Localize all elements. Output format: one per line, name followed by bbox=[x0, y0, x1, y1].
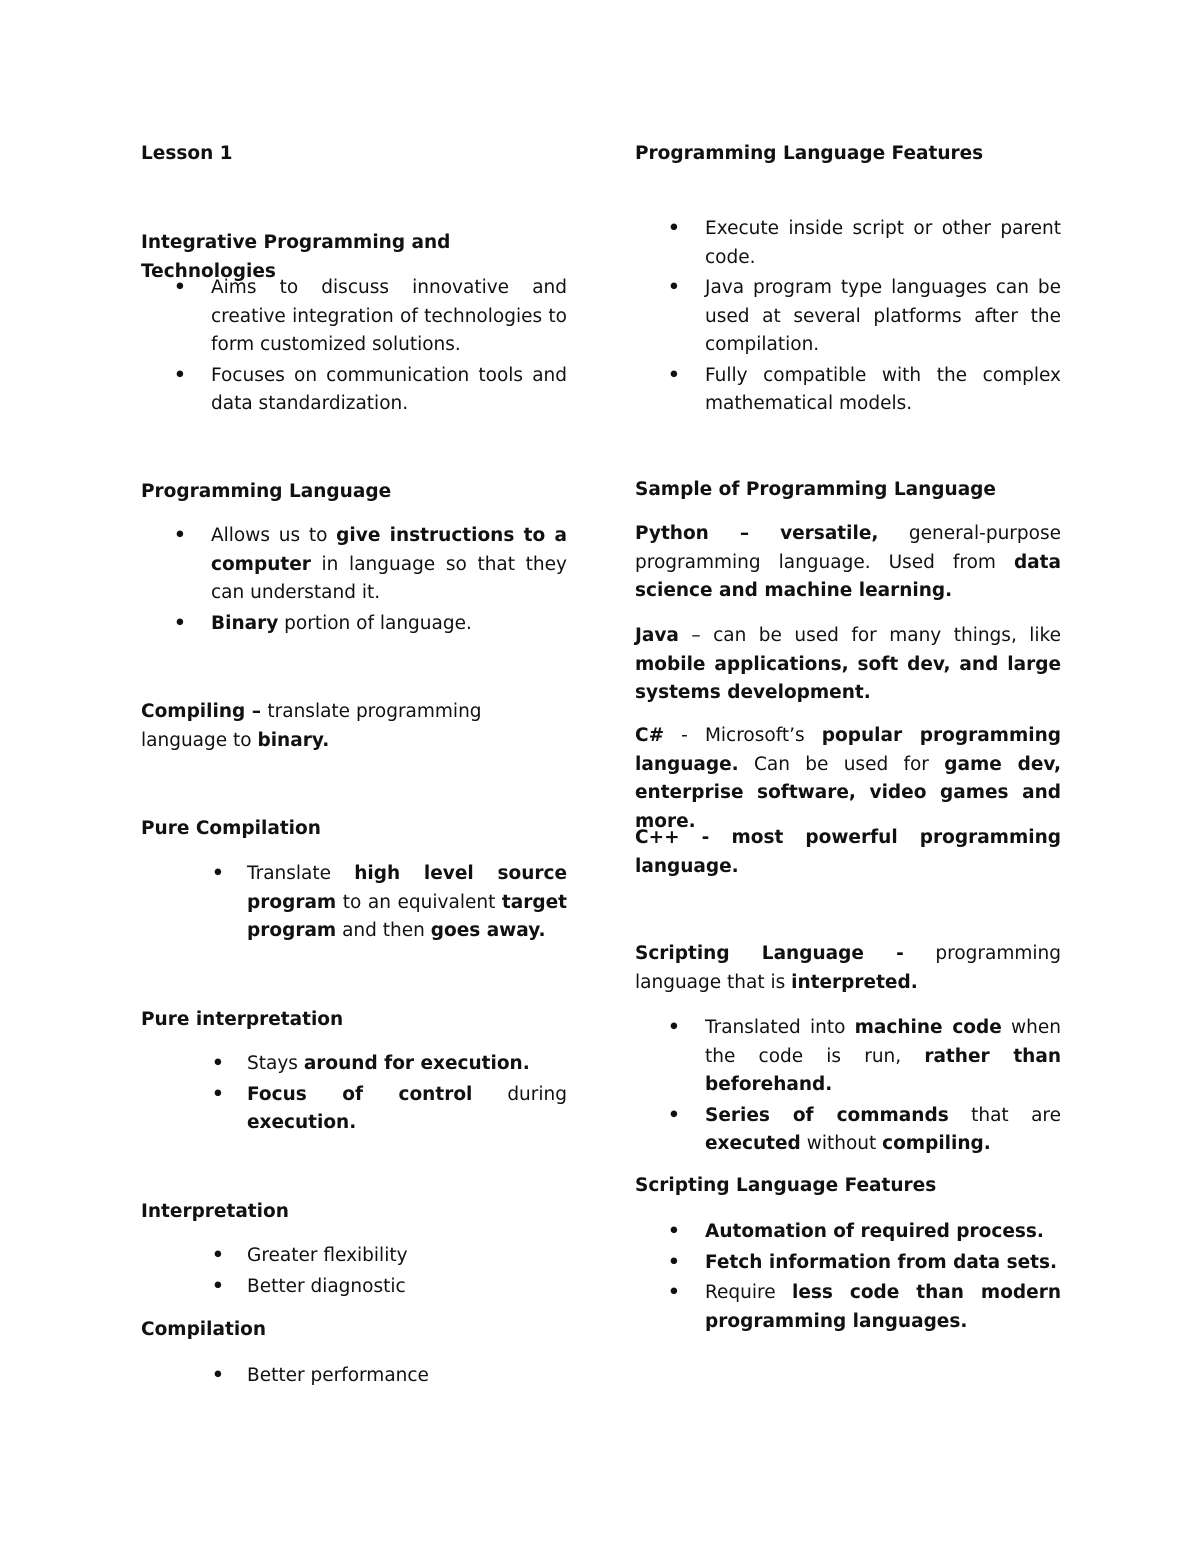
cpp-paragraph: C++ - most powerful programming language. bbox=[635, 827, 1061, 877]
lesson-title: Lesson 1 bbox=[141, 143, 233, 164]
pure-interpretation-list bbox=[141, 1050, 567, 1140]
pure-compilation-list bbox=[141, 860, 567, 948]
features-list bbox=[635, 215, 1061, 421]
list-item: • Allows us to give instructions to a computer in language so that they can understand it. bbox=[141, 522, 567, 608]
list-item: • Translate high level source program to an equivalent target program and then goes away. bbox=[141, 860, 567, 946]
ipt-list bbox=[141, 274, 567, 421]
ipt-heading: Integrative Programming and Technologies bbox=[141, 232, 451, 282]
compilation-list bbox=[141, 1362, 567, 1393]
csharp-paragraph: C# - Microsoft’s popular programming language. Can be used for game dev, enterprise software, video games and more. bbox=[635, 725, 1061, 832]
prog-lang-list bbox=[141, 522, 567, 640]
list-item: • Automation of required process. bbox=[635, 1218, 1061, 1247]
java-paragraph: Java – can be used for many things, like mobile applications, soft dev, and large systems development. bbox=[635, 625, 1061, 703]
list-item: • Fetch information from data sets. bbox=[635, 1249, 1061, 1278]
list-item: • Require less code than modern programming languages. bbox=[635, 1279, 1061, 1336]
interpretation-heading: Interpretation bbox=[141, 1201, 289, 1222]
scripting-features-list bbox=[635, 1218, 1061, 1338]
list-item: • Translated into machine code when the code is run, rather than beforehand. bbox=[635, 1014, 1061, 1100]
list-item: • Series of commands that are executed without compiling. bbox=[635, 1102, 1061, 1159]
list-item: • Focus of control during execution. bbox=[141, 1081, 567, 1138]
scripting-definition: Scripting Language - programming language that is interpreted. bbox=[635, 943, 1061, 993]
list-item: • Stays around for execution. bbox=[141, 1050, 567, 1079]
list-item: • Better performance bbox=[141, 1362, 567, 1391]
pure-compilation-heading: Pure Compilation bbox=[141, 818, 321, 839]
compiling-definition: Compiling – translate programming language to binary. bbox=[141, 701, 482, 751]
pure-interpretation-heading: Pure interpretation bbox=[141, 1009, 344, 1030]
list-item: • Execute inside script or other parent code. bbox=[635, 215, 1061, 272]
scripting-list bbox=[635, 1014, 1061, 1161]
list-item: • Binary portion of language. bbox=[141, 610, 567, 639]
compilation-heading: Compilation bbox=[141, 1319, 267, 1340]
list-item: • Java program type languages can be used at several platforms after the compilation. bbox=[635, 274, 1061, 360]
scripting-features-heading: Scripting Language Features bbox=[635, 1175, 937, 1196]
list-item: • Aims to discuss innovative and creative integration of technologies to form customized solutions. bbox=[141, 274, 567, 360]
python-paragraph: Python – versatile, general-purpose programming language. Used from data science and machine learning. bbox=[635, 523, 1061, 601]
prog-lang-heading: Programming Language bbox=[141, 481, 392, 502]
samples-heading: Sample of Programming Language bbox=[635, 479, 996, 500]
list-item: • Focuses on communication tools and data standardization. bbox=[141, 362, 567, 419]
interpretation-list bbox=[141, 1242, 567, 1303]
list-item: • Greater flexibility bbox=[141, 1242, 567, 1271]
list-item: • Better diagnostic bbox=[141, 1273, 567, 1302]
features-heading: Programming Language Features bbox=[635, 143, 984, 164]
list-item: • Fully compatible with the complex mathematical models. bbox=[635, 362, 1061, 419]
